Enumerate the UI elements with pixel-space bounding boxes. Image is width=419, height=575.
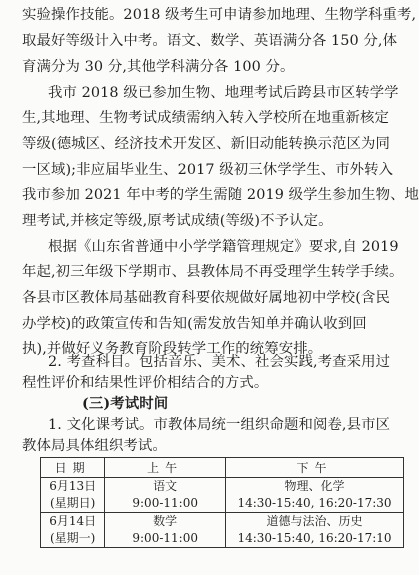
morning-cell — [105, 478, 226, 513]
weekday: (星期一) — [49, 531, 96, 545]
time: 9:00-11:00 — [132, 531, 198, 545]
header-morning: 上午 — [105, 458, 226, 478]
subject: 物理、化学 — [284, 479, 345, 493]
text-line: 办学校)的政策宣传和告知(需发放告知单并确认收到回 — [22, 316, 367, 332]
text-line: 2. 考查科目。包括音乐、美术、社会实践,考查采用过 — [48, 354, 391, 370]
table-row — [41, 478, 404, 513]
subject: 道德与法治、历史 — [266, 514, 363, 528]
header-afternoon: 下午 — [226, 458, 404, 478]
table-row — [41, 513, 404, 548]
text-line: 等级(德城区、经济技术开发区、新旧动能转换示范区为同 — [22, 136, 390, 152]
afternoon-cell — [226, 478, 404, 513]
text-line: 我市 2018 级已参加生物、地理考试后跨县市区转学学 — [48, 85, 399, 101]
time: 14:30-15:40, 16:20-17:10 — [237, 531, 392, 545]
text-line: 理考试,并核定等级,原考试成绩(等级)不予认定。 — [22, 213, 333, 229]
text-line: 各县市区教体局基础教育科要依规做好属地初中学校(含民 — [22, 290, 390, 306]
text-line: 一区域);非应届毕业生、2017 级初三休学学生、市外转入 — [22, 162, 394, 178]
date: 6月13日 — [49, 479, 97, 493]
text-line: 执),并做好义务教育阶段转学工作的统筹安排。 — [22, 341, 323, 357]
text-line: 实验操作技能。2018 级考生可申请参加地理、生物学科重考, — [22, 7, 417, 23]
table-header-row — [41, 458, 404, 478]
date-cell — [41, 513, 105, 548]
morning-cell — [105, 513, 226, 548]
text-line: 取最好等级计入中考。语文、数学、英语满分各 150 分,体 — [22, 33, 398, 49]
afternoon-cell — [226, 513, 404, 548]
subject: 语文 — [153, 479, 178, 493]
date-cell — [41, 478, 105, 513]
date: 6月14日 — [49, 514, 97, 528]
text-line: 根据《山东省普通中小学学籍管理规定》要求,自 2019 — [48, 239, 399, 255]
time: 14:30-15:40, 16:20-17:30 — [237, 496, 392, 510]
header-date: 日期 — [41, 458, 105, 478]
text-line: 育满分为 30 分,其他学科满分各 100 分。 — [22, 59, 295, 75]
exam-schedule-table — [40, 457, 404, 548]
subject: 数学 — [153, 514, 178, 528]
time: 9:00-11:00 — [132, 496, 198, 510]
weekday: (星期日) — [49, 496, 96, 510]
text-line: 教体局具体组织考试。 — [22, 438, 167, 454]
section-heading: (三)考试时间 — [82, 395, 169, 412]
text-line: 我市参加 2021 年中考的学生需随 2019 级学生参加生物、地 — [22, 187, 419, 203]
text-line: 生,其地理、生物考试成绩需纳入转入学校所在地重新核定 — [22, 110, 389, 126]
text-line: 程性评价和结果性评价相结合的方式。 — [22, 375, 269, 391]
text-line: 年起,初三年级下学期市、县教体局不再受理学生转学手续。 — [22, 264, 404, 280]
text-line: 1. 文化课考试。市教体局统一组织命题和阅卷,县市区 — [48, 417, 391, 433]
